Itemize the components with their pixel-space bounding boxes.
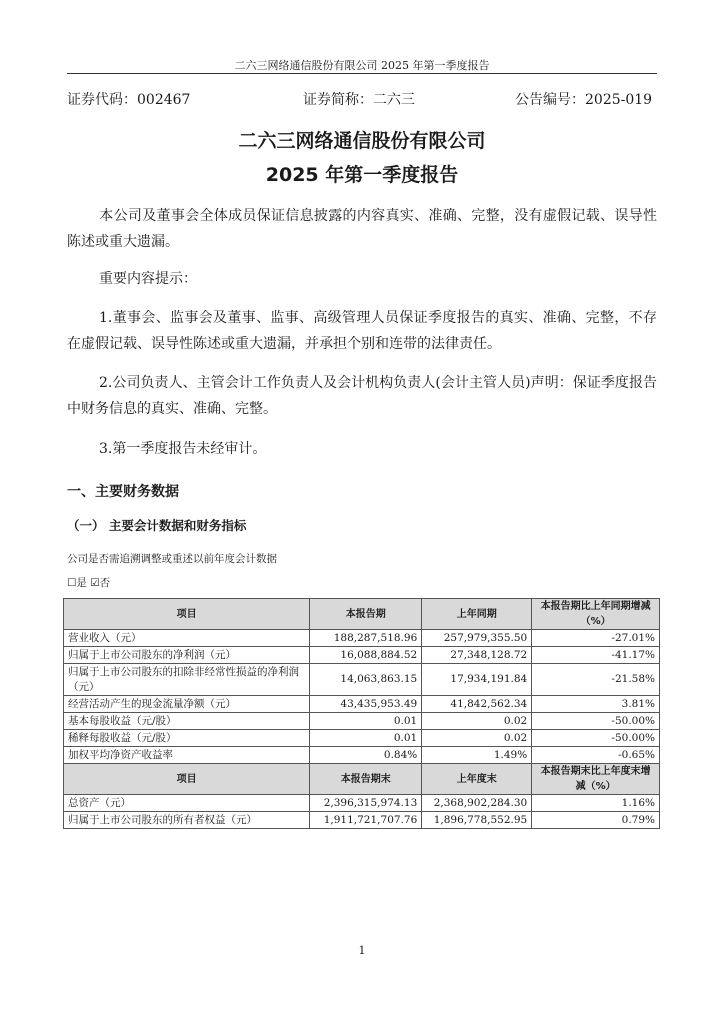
page-number: 1 [358, 944, 366, 957]
restate-options: ☐是 ☑否 [67, 577, 111, 589]
note-2 [67, 370, 657, 422]
note-1 [67, 305, 657, 357]
notice-number: 公告编号：2025-019 [515, 92, 653, 108]
note-1-text: 1.董事会、监事会及董事、监事、高级管理人员保证季度报告的真实、准确、完整，不存在虚假记载、误导性陈述或重大遗漏，并承担个别和连带的法律责任。 [67, 310, 657, 352]
change-value: -41.17% [532, 647, 660, 664]
table-row [64, 647, 660, 664]
row-label: 基本每股收益（元/股） [64, 713, 310, 730]
current-value: 188,287,518.96 [310, 630, 422, 647]
row-label: 归属于上市公司股东的所有者权益（元） [64, 812, 310, 829]
prior-value: 1,896,778,552.95 [422, 812, 532, 829]
change-value: 1.16% [532, 795, 660, 812]
report-title: 2025 年第一季度报告 [265, 164, 459, 186]
important-heading-text: 重要内容提示： [99, 271, 197, 287]
change-value: -21.58% [532, 664, 660, 696]
header-cell: 项目 [64, 599, 310, 630]
header-cell: 本报告期 [310, 599, 422, 630]
prior-value: 257,979,355.50 [422, 630, 532, 647]
change-value: -50.00% [532, 730, 660, 747]
note-2-text: 2.公司负责人、主管会计工作负责人及会计机构负责人(会计主管人员)声明：保证季度报告中财务信息的真实、准确、完整。 [67, 375, 657, 417]
running-header: 二六三网络通信股份有限公司 2025 年第一季度报告 [234, 59, 490, 72]
row-label: 总资产（元） [64, 795, 310, 812]
section-heading-1-1: （一） 主要会计数据和财务指标 [67, 518, 247, 533]
statement-text: 本公司及董事会全体成员保证信息披露的内容真实、准确、完整，没有虚假记载、误导性陈述或重大遗漏。 [67, 208, 657, 250]
row-label: 归属于上市公司股东的扣除非经常性损益的净利润（元） [64, 664, 310, 696]
header-rule [67, 73, 657, 74]
table-header-row [64, 599, 660, 630]
section-heading-1: 一、主要财务数据 [67, 484, 179, 500]
prior-value: 27,348,128.72 [422, 647, 532, 664]
current-value: 2,396,315,974.13 [310, 795, 422, 812]
table-row [64, 730, 660, 747]
important-heading [67, 266, 657, 292]
prior-value: 41,842,562.34 [422, 696, 532, 713]
current-value: 16,088,884.52 [310, 647, 422, 664]
current-value: 14,063,863.15 [310, 664, 422, 696]
prior-value: 0.02 [422, 713, 532, 730]
change-value: -27.01% [532, 630, 660, 647]
table-row [64, 795, 660, 812]
change-value: 3.81% [532, 696, 660, 713]
row-label: 稀释每股收益（元/股） [64, 730, 310, 747]
header-cell: 项目 [64, 764, 310, 795]
current-value: 1,911,721,707.76 [310, 812, 422, 829]
table-row [64, 713, 660, 730]
change-value: -0.65% [532, 747, 660, 764]
table-row [64, 696, 660, 713]
current-value: 0.01 [310, 730, 422, 747]
table-row [64, 664, 660, 696]
prior-value: 2,368,902,284.30 [422, 795, 532, 812]
row-label: 归属于上市公司股东的净利润（元） [64, 647, 310, 664]
table-row [64, 812, 660, 829]
financial-data-table [63, 598, 660, 829]
prior-value: 1.49% [422, 747, 532, 764]
row-label: 经营活动产生的现金流量净额（元） [64, 696, 310, 713]
table-header-row [64, 764, 660, 795]
note-3 [67, 436, 657, 462]
header-cell: 上年度末 [422, 764, 532, 795]
change-value: 0.79% [532, 812, 660, 829]
prior-value: 0.02 [422, 730, 532, 747]
security-abbr: 证券简称：二六三 [303, 92, 415, 108]
header-cell: 本报告期比上年同期增减（%） [532, 599, 660, 630]
note-3-text: 3.第一季度报告未经审计。 [99, 441, 267, 457]
statement-paragraph [67, 203, 657, 255]
table-row [64, 747, 660, 764]
current-value: 0.01 [310, 713, 422, 730]
change-value: -50.00% [532, 713, 660, 730]
security-code: 证券代码：002467 [67, 92, 191, 108]
table-row [64, 630, 660, 647]
row-label: 加权平均净资产收益率 [64, 747, 310, 764]
restate-question: 公司是否需追溯调整或重述以前年度会计数据 [67, 553, 277, 565]
header-cell: 本报告期末比上年度末增减（%） [532, 764, 660, 795]
company-title: 二六三网络通信股份有限公司 [238, 130, 486, 152]
prior-value: 17,934,191.84 [422, 664, 532, 696]
current-value: 43,435,953.49 [310, 696, 422, 713]
header-cell: 上年同期 [422, 599, 532, 630]
header-cell: 本报告期末 [310, 764, 422, 795]
current-value: 0.84% [310, 747, 422, 764]
row-label: 营业收入（元） [64, 630, 310, 647]
